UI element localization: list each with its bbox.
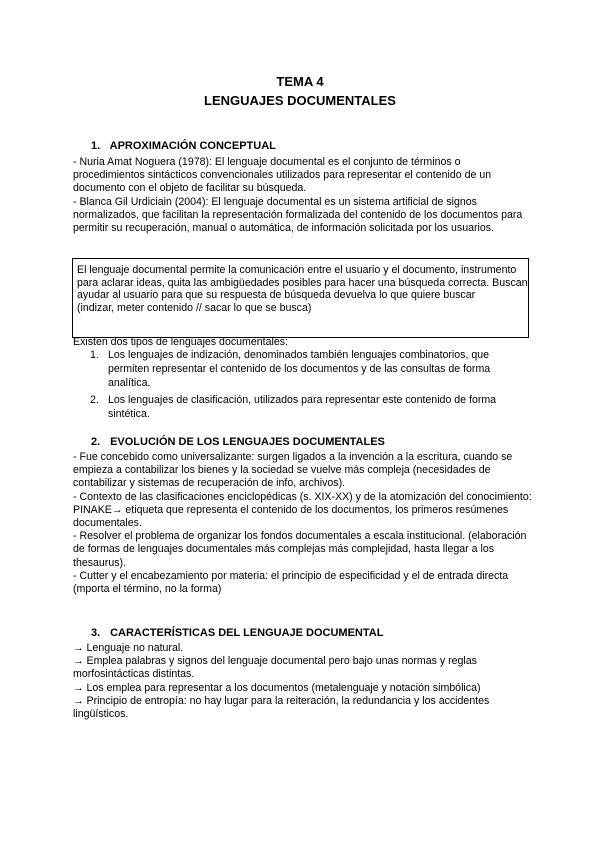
paragraph: → Lenguaje no natural.: [73, 642, 184, 654]
section-2-number: 2.: [91, 436, 101, 448]
paragraph: - Cutter y el encabezamiento por materia: el principio de especificidad y el de entrada directa (mporta el término, no la forma): [73, 569, 509, 596]
section-3-body: [73, 642, 533, 721]
section-2-heading: [91, 436, 385, 448]
types-list: [73, 349, 533, 426]
definition-amat: - Nuria Amat Noguera (1978): El lenguaje documental es el conjunto de términos o procedimientos sintácticos convencionales utilizados para representar el contenido de un documento con el objeto de facilitar su búsqueda.: [73, 156, 492, 195]
list-item: 1. Los lenguajes de indización, denominados también lenguajes combinatorios, que permiten representar el contenido de los documentos y de las consultas de forma analítica.: [90, 349, 491, 389]
section-3-title: CARACTERÍSTICAS DEL LENGUAJE DOCUMENTAL: [110, 627, 384, 639]
definition-gil: - Blanca Gil Urdiciain (2004): El lenguaje documental es un sistema artificial de signos normalizados, que facilitan la representación formalizada del contenido de los documentos para permitir su recuperación, manual o automática, de información solicitada por los usuarios.: [73, 195, 523, 235]
list-item: 2. Los lenguajes de clasificación, utilizados para representar este contenido de forma sintética.: [90, 394, 497, 421]
section-3-number: 3.: [91, 627, 101, 639]
section-1-definitions: [73, 156, 533, 235]
types-intro: Existen dos tipos de lenguajes documentales:: [73, 336, 288, 348]
section-1-title: APROXIMACIÓN CONCEPTUAL: [109, 140, 276, 152]
paragraph: → Los emplea para representar a los documentos (metalenguaje y notación simbólica): [73, 681, 481, 694]
section-3-heading: [91, 627, 383, 639]
topic-number: TEMA 4: [276, 74, 324, 89]
paragraph: - Fue concebido como universalizante: surgen ligados a la invención a la escritura, cuando se empieza a contabilizar los bienes y la sociedad se vuelve más compleja (necesidades de contabilizar y sistemas de recuperación de info, archivos).: [73, 451, 513, 490]
highlight-box: [72, 258, 529, 338]
section-2-title: EVOLUCIÓN DE LOS LENGUAJES DOCUMENTALES: [110, 436, 385, 448]
paragraph: → Principio de entropía: no hay lugar para la reiteración, la redundancia y los accidentes lingüísticos.: [73, 694, 490, 721]
paragraph: → Emplea palabras y signos del lenguaje documental pero bajo unas normas y reglas morfosintácticas distintas.: [73, 655, 477, 681]
paragraph: - Resolver el problema de organizar los fondos documentales a escala institucional. (elaboración de formas de lenguajes documentales más complejas más complejidad, hasta llegar a los thesaurus).: [73, 530, 527, 569]
section-2-body: [73, 451, 533, 596]
page-title: LENGUAJES DOCUMENTALES: [204, 93, 396, 108]
section-1-number: 1.: [91, 140, 101, 152]
box-text: El lenguaje documental permite la comunicación entre el usuario y el documento, instrumento para aclarar ideas, quita las ambigüedades posibles para hacer una búsqueda correcta. Buscan ayudar al usuario para que su respuesta de búsqueda devuelva lo que quiere buscar: [77, 264, 528, 301]
paragraph: - Contexto de las clasificaciones enciclopédicas (s. XIX-XX) y de la atomización del conocimiento: PINAKE→ etiqueta que representa el contenido de los documentos, los primeros resúmenes documentales.: [73, 490, 532, 530]
section-1-heading: [91, 140, 276, 152]
box-note: (indizar, meter contenido // sacar lo que se busca): [77, 301, 312, 314]
